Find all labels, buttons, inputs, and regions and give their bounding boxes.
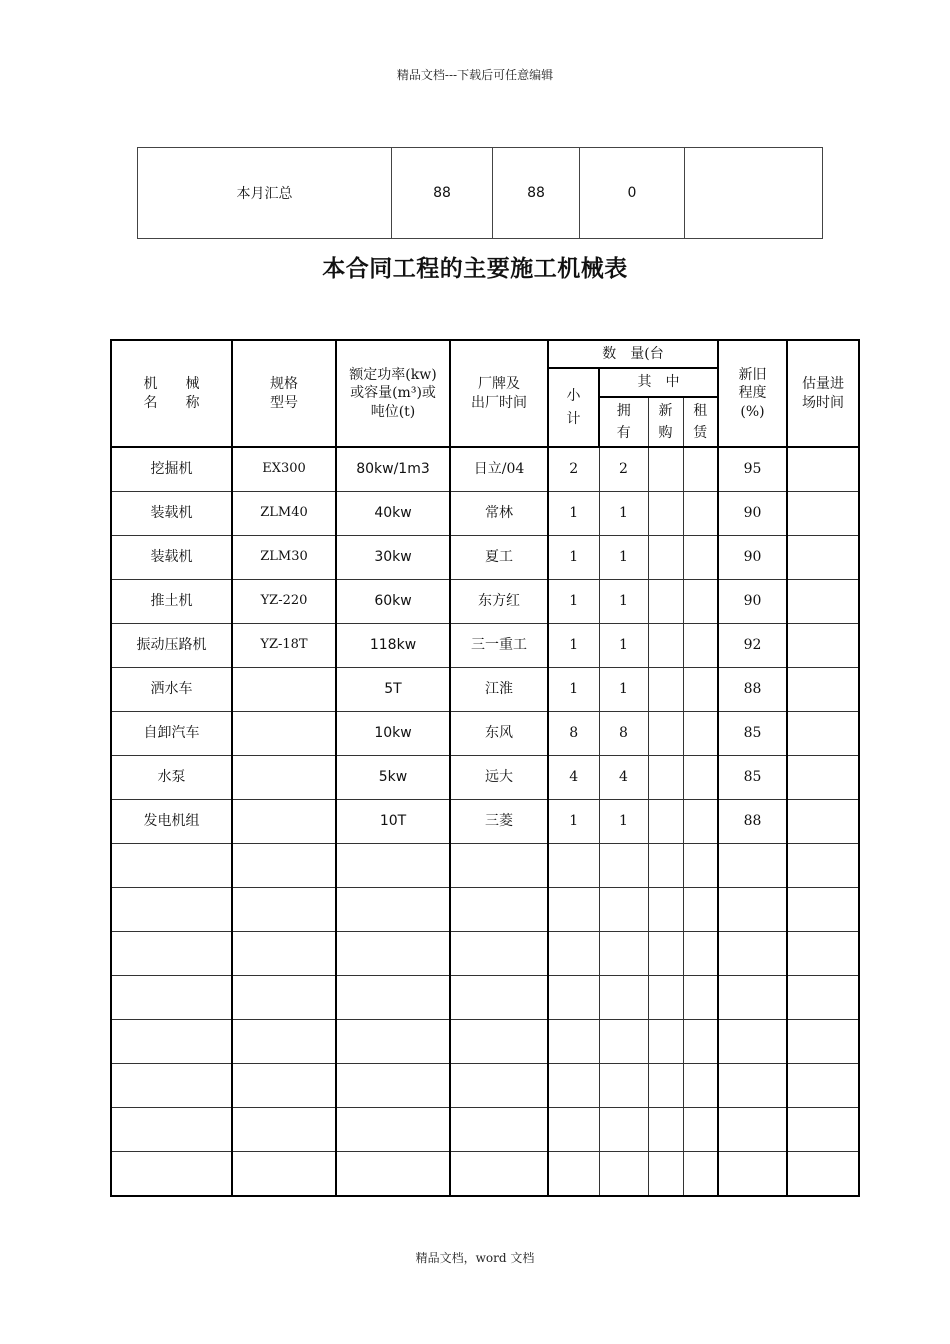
cell-power: 5kw	[336, 756, 450, 800]
cell-subtotal: 8	[548, 712, 599, 756]
table-row	[111, 447, 859, 492]
table-row	[111, 756, 859, 800]
cell-spec	[232, 976, 336, 1020]
cell-maker: 东风	[450, 712, 548, 756]
header-maker-line: 厂牌及	[478, 376, 520, 393]
cell-power: 30kw	[336, 536, 450, 580]
cell-entry	[787, 712, 859, 756]
cell-own: 2	[599, 447, 648, 492]
header-condition-line: (%)	[740, 403, 765, 420]
cell-spec	[232, 932, 336, 976]
cell-own: 1	[599, 580, 648, 624]
cell-entry	[787, 492, 859, 536]
cell-condition: 85	[718, 756, 787, 800]
cell-spec: YZ-18T	[232, 624, 336, 668]
table-row	[111, 844, 859, 888]
cell-condition: 90	[718, 536, 787, 580]
header-spec-line: 型号	[270, 394, 298, 411]
cell-spec	[232, 1064, 336, 1108]
cell-name	[111, 932, 232, 976]
cell-entry	[787, 580, 859, 624]
cell-new	[648, 844, 683, 888]
header-own-line: 有	[616, 425, 631, 441]
cell-own	[599, 844, 648, 888]
cell-own: 1	[599, 492, 648, 536]
header-power-line: 吨位(t)	[370, 403, 416, 420]
cell-power	[336, 888, 450, 932]
cell-power	[336, 1020, 450, 1064]
cell-condition: 88	[718, 800, 787, 844]
cell-maker: 常林	[450, 492, 548, 536]
cell-name	[111, 976, 232, 1020]
cell-name: 推土机	[111, 580, 232, 624]
cell-new	[648, 976, 683, 1020]
table-row	[111, 932, 859, 976]
cell-subtotal: 1	[548, 624, 599, 668]
cell-subtotal	[548, 888, 599, 932]
header-subtotal	[548, 368, 599, 447]
header-maker	[450, 340, 548, 447]
cell-rent	[683, 712, 718, 756]
cell-own: 1	[599, 668, 648, 712]
header-name	[111, 340, 232, 447]
table-row	[111, 888, 859, 932]
summary-value: 88	[392, 148, 493, 239]
header-new	[648, 397, 683, 447]
header-rent-line: 赁	[693, 425, 708, 441]
cell-subtotal: 2	[548, 447, 599, 492]
cell-spec	[232, 712, 336, 756]
cell-power	[336, 1152, 450, 1197]
cell-rent	[683, 447, 718, 492]
cell-rent	[683, 976, 718, 1020]
cell-subtotal: 1	[548, 800, 599, 844]
cell-condition	[718, 844, 787, 888]
table-row	[111, 1152, 859, 1197]
cell-power: 10kw	[336, 712, 450, 756]
cell-name: 洒水车	[111, 668, 232, 712]
cell-name	[111, 1108, 232, 1152]
summary-row	[138, 148, 823, 239]
cell-rent	[683, 1108, 718, 1152]
cell-entry	[787, 624, 859, 668]
cell-new	[648, 1064, 683, 1108]
cell-maker	[450, 1064, 548, 1108]
cell-condition	[718, 976, 787, 1020]
header-own-line: 拥	[616, 402, 631, 419]
cell-rent	[683, 932, 718, 976]
cell-name: 水泵	[111, 756, 232, 800]
cell-subtotal	[548, 1152, 599, 1197]
cell-entry	[787, 536, 859, 580]
summary-value: 0	[580, 148, 685, 239]
cell-spec	[232, 756, 336, 800]
cell-power	[336, 976, 450, 1020]
header-new-line: 购	[658, 425, 673, 441]
cell-new	[648, 1152, 683, 1197]
header-among: 其 中	[599, 368, 718, 397]
cell-name	[111, 844, 232, 888]
cell-name: 挖掘机	[111, 447, 232, 492]
header-entry-line: 场时间	[802, 394, 845, 411]
cell-condition: 88	[718, 668, 787, 712]
header-spec	[232, 340, 336, 447]
cell-power: 40kw	[336, 492, 450, 536]
summary-value: 88	[493, 148, 580, 239]
cell-power: 5T	[336, 668, 450, 712]
cell-name: 装载机	[111, 492, 232, 536]
summary-label: 本月汇总	[138, 148, 392, 239]
cell-own	[599, 1020, 648, 1064]
header-name-line: 机 械	[143, 376, 200, 393]
cell-new	[648, 756, 683, 800]
cell-name: 振动压路机	[111, 624, 232, 668]
cell-rent	[683, 756, 718, 800]
cell-name	[111, 1020, 232, 1064]
cell-new	[648, 800, 683, 844]
cell-new	[648, 712, 683, 756]
cell-own	[599, 888, 648, 932]
cell-maker: 夏工	[450, 536, 548, 580]
cell-maker	[450, 932, 548, 976]
cell-subtotal	[548, 976, 599, 1020]
header-own	[599, 397, 648, 447]
cell-name	[111, 1152, 232, 1197]
page-title: 本合同工程的主要施工机械表	[322, 256, 628, 282]
cell-entry	[787, 756, 859, 800]
cell-own: 4	[599, 756, 648, 800]
cell-own: 1	[599, 536, 648, 580]
cell-entry	[787, 976, 859, 1020]
table-row	[111, 976, 859, 1020]
page-footer: 精品文档，word 文档	[415, 1251, 535, 1265]
cell-subtotal	[548, 1020, 599, 1064]
cell-rent	[683, 1064, 718, 1108]
cell-own: 1	[599, 624, 648, 668]
cell-spec	[232, 1020, 336, 1064]
header-condition-line: 新旧	[738, 367, 767, 384]
cell-entry	[787, 844, 859, 888]
cell-entry	[787, 932, 859, 976]
header-spec-line: 规格	[270, 376, 298, 393]
cell-rent	[683, 844, 718, 888]
cell-maker: 三菱	[450, 800, 548, 844]
machine-table	[110, 339, 860, 1197]
cell-subtotal: 1	[548, 492, 599, 536]
cell-condition	[718, 932, 787, 976]
cell-entry	[787, 1108, 859, 1152]
table-row	[111, 624, 859, 668]
table-row	[111, 580, 859, 624]
table-row	[111, 1020, 859, 1064]
cell-maker: 江淮	[450, 668, 548, 712]
cell-new	[648, 447, 683, 492]
cell-new	[648, 536, 683, 580]
table-row	[111, 492, 859, 536]
cell-own: 1	[599, 800, 648, 844]
cell-maker	[450, 844, 548, 888]
cell-entry	[787, 668, 859, 712]
cell-subtotal: 1	[548, 580, 599, 624]
cell-condition: 90	[718, 580, 787, 624]
cell-spec	[232, 1152, 336, 1197]
page-header: 精品文档---下载后可任意编辑	[396, 68, 554, 82]
cell-maker: 远大	[450, 756, 548, 800]
header-rent	[683, 397, 718, 447]
cell-power: 60kw	[336, 580, 450, 624]
cell-name: 发电机组	[111, 800, 232, 844]
summary-table	[137, 147, 823, 239]
cell-name: 装载机	[111, 536, 232, 580]
cell-condition: 85	[718, 712, 787, 756]
cell-entry	[787, 1064, 859, 1108]
cell-spec	[232, 668, 336, 712]
cell-power	[336, 844, 450, 888]
cell-new	[648, 1020, 683, 1064]
cell-subtotal: 1	[548, 536, 599, 580]
cell-own	[599, 1064, 648, 1108]
cell-own	[599, 932, 648, 976]
header-new-line: 新	[658, 402, 673, 419]
header-maker-line: 出厂时间	[471, 394, 527, 411]
cell-rent	[683, 888, 718, 932]
cell-condition: 95	[718, 447, 787, 492]
cell-new	[648, 888, 683, 932]
cell-entry	[787, 1152, 859, 1197]
header-power	[336, 340, 450, 447]
cell-spec: YZ-220	[232, 580, 336, 624]
cell-maker: 三一重工	[450, 624, 548, 668]
header-condition	[718, 340, 787, 447]
header-entry-line: 估量进	[802, 376, 845, 393]
cell-rent	[683, 580, 718, 624]
cell-rent	[683, 1152, 718, 1197]
cell-condition	[718, 1152, 787, 1197]
cell-subtotal: 1	[548, 668, 599, 712]
table-row	[111, 536, 859, 580]
cell-entry	[787, 447, 859, 492]
cell-spec	[232, 1108, 336, 1152]
cell-entry	[787, 888, 859, 932]
cell-power: 118kw	[336, 624, 450, 668]
cell-subtotal	[548, 1064, 599, 1108]
cell-subtotal	[548, 1108, 599, 1152]
cell-maker	[450, 1152, 548, 1197]
header-power-line: 额定功率(kw)	[349, 367, 437, 384]
cell-entry	[787, 1020, 859, 1064]
cell-name: 自卸汽车	[111, 712, 232, 756]
cell-entry	[787, 800, 859, 844]
cell-rent	[683, 1020, 718, 1064]
table-row	[111, 668, 859, 712]
cell-power	[336, 1108, 450, 1152]
cell-power	[336, 1064, 450, 1108]
cell-own	[599, 976, 648, 1020]
cell-new	[648, 932, 683, 976]
cell-spec	[232, 844, 336, 888]
cell-maker: 东方红	[450, 580, 548, 624]
table-row	[111, 1108, 859, 1152]
cell-name	[111, 888, 232, 932]
cell-maker	[450, 976, 548, 1020]
cell-new	[648, 580, 683, 624]
cell-condition	[718, 1020, 787, 1064]
header-name-line: 名 称	[143, 394, 200, 411]
header-rent-line: 租	[693, 402, 708, 419]
cell-rent	[683, 492, 718, 536]
cell-maker	[450, 888, 548, 932]
cell-new	[648, 668, 683, 712]
cell-rent	[683, 624, 718, 668]
table-row	[111, 800, 859, 844]
cell-maker: 日立/04	[450, 447, 548, 492]
cell-spec	[232, 888, 336, 932]
cell-condition: 92	[718, 624, 787, 668]
header-subtotal-line: 小	[566, 388, 581, 405]
header-power-line: 或容量(m³)或	[350, 385, 436, 402]
cell-own: 8	[599, 712, 648, 756]
cell-condition	[718, 1064, 787, 1108]
cell-power	[336, 932, 450, 976]
cell-own	[599, 1152, 648, 1197]
header-condition-line: 程度	[738, 385, 767, 402]
cell-spec: ZLM40	[232, 492, 336, 536]
table-row	[111, 712, 859, 756]
header-entry-time	[787, 340, 859, 447]
cell-own	[599, 1108, 648, 1152]
cell-name	[111, 1064, 232, 1108]
cell-rent	[683, 536, 718, 580]
summary-value	[685, 148, 823, 239]
cell-condition	[718, 888, 787, 932]
cell-condition: 90	[718, 492, 787, 536]
cell-spec: EX300	[232, 447, 336, 492]
header-row	[111, 340, 859, 368]
header-quantity: 数 量(台	[548, 340, 718, 368]
cell-condition	[718, 1108, 787, 1152]
cell-subtotal: 4	[548, 756, 599, 800]
cell-power: 10T	[336, 800, 450, 844]
cell-subtotal	[548, 844, 599, 888]
cell-spec: ZLM30	[232, 536, 336, 580]
cell-new	[648, 1108, 683, 1152]
cell-new	[648, 624, 683, 668]
cell-spec	[232, 800, 336, 844]
cell-maker	[450, 1020, 548, 1064]
header-subtotal-line: 计	[566, 410, 581, 427]
cell-rent	[683, 800, 718, 844]
cell-power: 80kw/1m3	[336, 447, 450, 492]
table-row	[111, 1064, 859, 1108]
cell-subtotal	[548, 932, 599, 976]
cell-maker	[450, 1108, 548, 1152]
cell-rent	[683, 668, 718, 712]
cell-new	[648, 492, 683, 536]
